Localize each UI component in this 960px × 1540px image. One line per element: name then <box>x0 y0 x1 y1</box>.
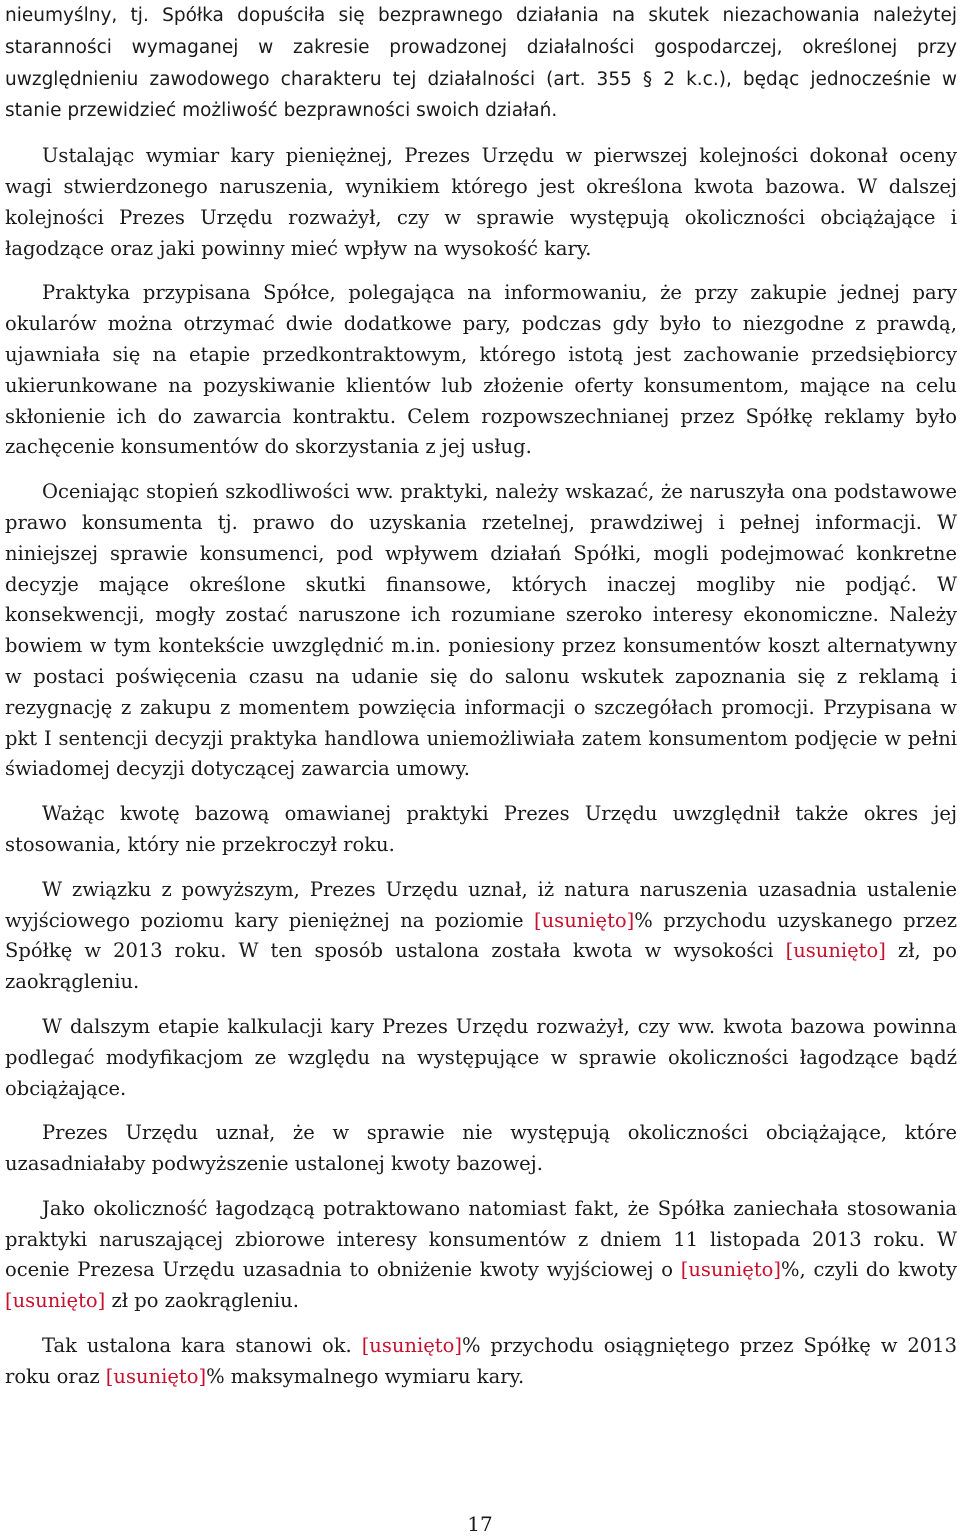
paragraph-segment: %, czyli do kwoty <box>781 1258 957 1282</box>
document-body <box>5 0 957 1393</box>
paragraph-segment: nieumyślny, tj. <box>5 5 163 26</box>
paragraph-segment: Prezes Urzędu uznał, że w sprawie nie występują okoliczności obciążające, które uzasadniałaby podwyższenie ustalonej kwoty bazowej. <box>5 1121 957 1176</box>
paragraph-segment: Oceniając stopień szkodliwości ww. praktyki, należy wskazać, że naruszyła ona podstawowe prawo konsumenta tj. prawo do uzyskania rzetelnej, prawdziwej i pełnej informacji. W niniejszej sprawie konsumenci, pod wpływem działań Spółki, mogli podejmować konkretne decyzje mające określone skutki finansowe, których inaczej mogliby nie podjąć. W konsekwencji, mogły zostać naruszone ich rozumiane szeroko interesy ekonomiczne. Należy bowiem w tym kontekście uwzględnić m.in. poniesiony przez konsumentów koszt alternatywny w postaci poświęcenia czasu na udanie się do salonu wskutek zapoznania się z reklamą i rezygnację z zakupu z momentem powzięcia informacji o szczegółach promocji. Przypisana w pkt I sentencji decyzji praktyka handlowa uniemożliwiała zatem konsumentom podjęcie w pełni świadomej decyzji dotyczącej zawarcia umowy. <box>5 480 957 781</box>
document-page <box>5 0 957 1407</box>
paragraph-10 <box>5 1331 957 1393</box>
paragraph-segment: % przychodu osiągniętego przez Spółkę w 2013 roku oraz <box>5 1334 957 1388</box>
redacted-value: [usunięto] <box>5 1289 106 1313</box>
paragraph-segment: W związku z powyższym, Prezes Urzędu uznał, iż natura naruszenia uzasadnia ustalenie wyjściowego poziomu kary pieniężnej na poziomie <box>5 877 957 932</box>
paragraph-segment: zł po zaokrągleniu. <box>105 1289 299 1313</box>
redacted-value: [usunięto] <box>105 1364 207 1388</box>
redacted-value: [usunięto] <box>785 939 886 963</box>
paragraph-segment: Ważąc kwotę bazową omawianej praktyki Prezes Urzędu uwzględnił także okres jej stosowania, który nie przekroczył roku. <box>5 802 957 856</box>
redacted-value: [usunięto] <box>680 1258 782 1282</box>
paragraph-7 <box>5 1012 957 1104</box>
paragraph-5 <box>5 799 957 861</box>
paragraph-8 <box>5 1118 957 1180</box>
paragraph-segment: zł, po zaokrągleniu. <box>5 939 957 994</box>
paragraph-segment: W dalszym etapie kalkulacji kary Prezes Urzędu rozważył, czy ww. kwota bazowa powinna podlegać modyfikacjom ze względu na występujące w sprawie okoliczności łagodzące bądź obciążające. <box>5 1014 957 1100</box>
page-number: 17 <box>467 1512 493 1536</box>
redacted-value: [usunięto] <box>361 1334 462 1358</box>
paragraph-segment: Ustalając wymiar kary pieniężnej, Prezes Urzędu w pierwszej kolejności dokonał oceny wagi stwierdzonego naruszenia, wynikiem którego jest określona kwota bazowa. W dalszej kolejności Prezes Urzędu rozważył, czy w sprawie występują okoliczności obciążające i łagodzące oraz jaki powinny mieć wpływ na wysokość kary. <box>5 144 957 260</box>
redacted-value: [usunięto] <box>534 908 635 932</box>
paragraph-4 <box>5 477 957 785</box>
paragraph-segment: % przychodu uzyskanego przez Spółkę w 2013 roku. W ten sposób ustalona została kwota w wysokości <box>5 908 958 963</box>
paragraph-1 <box>5 0 957 127</box>
paragraph-segment: Tak ustalona kara stanowi ok. <box>42 1334 362 1358</box>
paragraph-3 <box>5 278 957 463</box>
paragraph-2 <box>5 141 957 264</box>
paragraph-6 <box>5 875 957 998</box>
paragraph-segment: % maksymalnego wymiaru kary. <box>206 1364 525 1388</box>
paragraph-9 <box>5 1194 957 1317</box>
paragraph-segment: Praktyka przypisana Spółce, polegająca na informowaniu, że przy zakupie jednej pary okularów można otrzymać dwie dodatkowe pary, podczas gdy było to niezgodne z prawdą, ujawniała się na etapie przedkontraktowym, którego istotą jest zachowanie przedsiębiorcy ukierunkowane na pozyskiwanie klientów lub złożenie oferty konsumentom, mające na celu skłonienie ich do zawarcia kontraktu. Celem rozpowszechnianej przez Spółkę reklamy było zachęcenie konsumentów do skorzystania z jej usług. <box>5 281 957 459</box>
paragraph-segment: Jako okoliczność łagodzącą potraktowano natomiast fakt, że Spółka zaniechała stosowania praktyki naruszającej zbiorowe interesy konsumentów z dniem 11 listopada 2013 roku. W ocenie Prezesa Urzędu uzasadnia to obniżenie kwoty wyjściowej o <box>5 1196 957 1282</box>
paragraph-segment: Spółka dopuściła się bezprawnego działania na skutek niezachowania należytej staranności wymaganej w zakresie prowadzonej działalności gospodarczej, określonej przy uwzględnieniu zawodowego charakteru tej działalności (art. 355 § 2 k.c.), będąc jednocześnie w stanie przewidzieć możliwość bezprawności swoich działań. <box>5 5 957 122</box>
